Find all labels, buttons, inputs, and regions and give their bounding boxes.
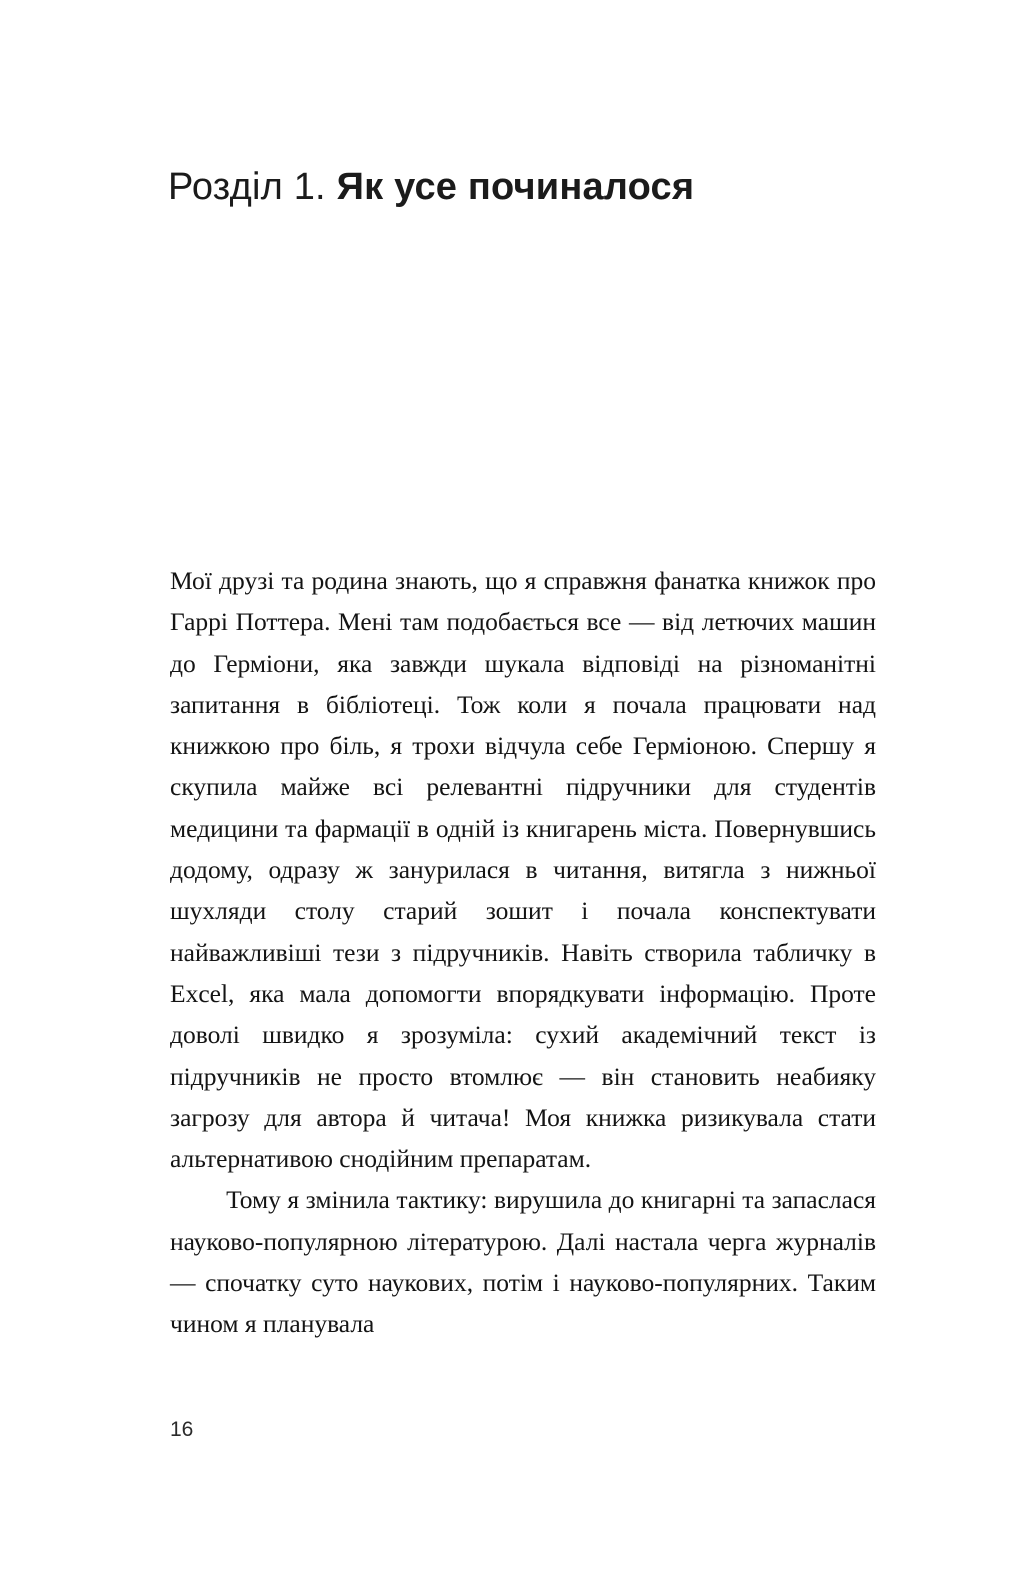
chapter-label: Розділ 1. [168,166,326,209]
body-text [170,560,876,1345]
paragraph: Мої друзі та родина знають, що я справжня фанатка книжок про Гаррі Поттера. Мені там подобається все — від летючих машин до Герміони, яка завжди шукала відповіді на різноманітні запитання в бібліотеці. Тож коли я почала працювати над книжкою про біль, я трохи відчула себе Герміоною. Спершу я скупила майже всі релевантні підручники для студентів медицини та фармації в одній із книгарень міста. Повернувшись додому, одразу ж занурилася в читання, витягла з нижньої шухляди столу старий зошит і почала конспектувати найважливіші тези з підручників. Навіть створила табличку в Excel, яка мала допомогти впорядкувати інформацію. Проте доволі швидко я зрозуміла: сухий академічний текст із підручників не просто втомлює — він становить неабияку загрозу для автора й читача! Моя книжка ризикувала стати альтернативою снодійним препаратам. [170,566,876,1174]
page-number: 16 [170,1418,194,1441]
paragraph: Тому я змінила тактику: вирушила до книгарні та запаслася науково-популярною літературою. Далі настала черга журналів — спочатку суто наукових, потім і науково-популярних. Таким чином я планувала [170,1185,876,1339]
page-title [168,165,868,211]
chapter-title: Як усе починалося [336,166,695,209]
